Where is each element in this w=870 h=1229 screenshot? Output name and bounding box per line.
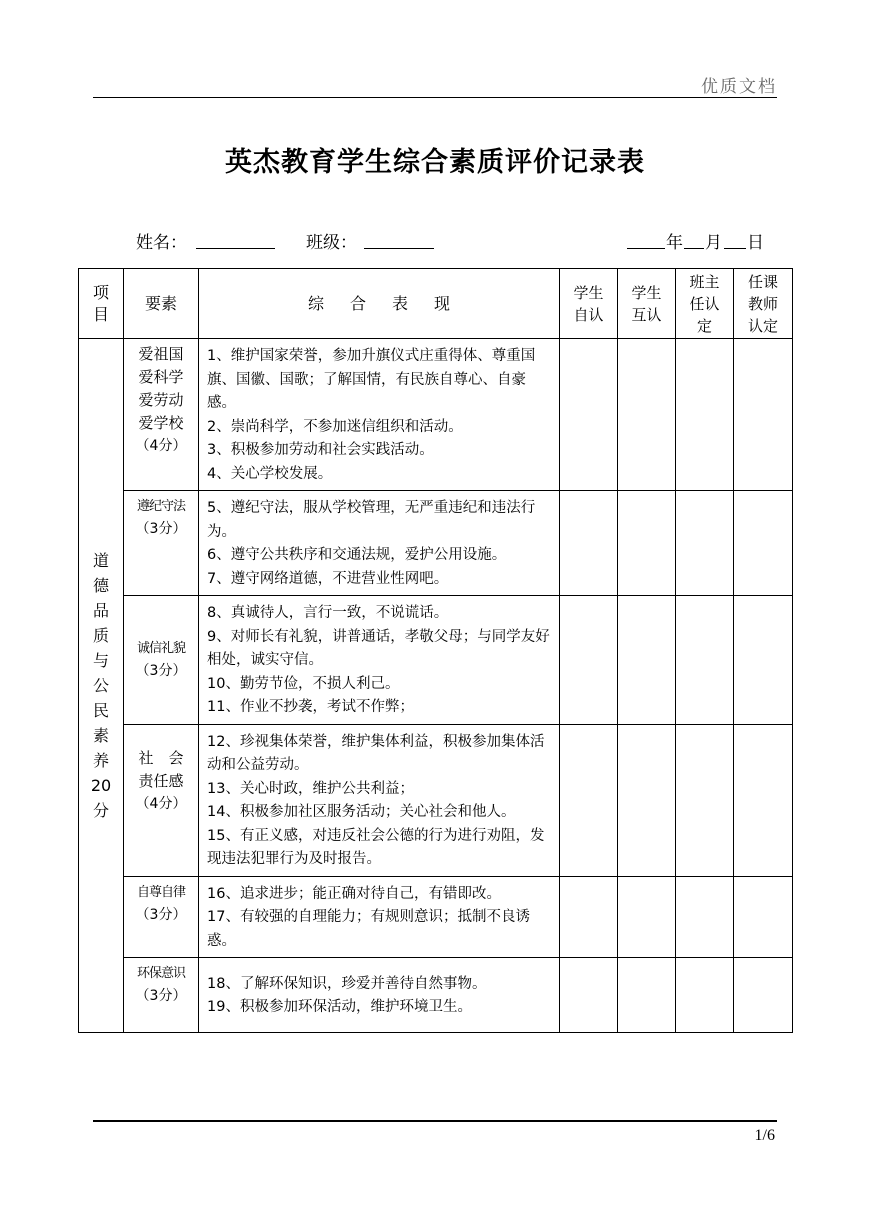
element-cell: 自尊自律 （3分）: [124, 876, 199, 958]
year-label: 年: [666, 233, 683, 253]
head-teacher-score-cell[interactable]: [676, 491, 734, 596]
peer-score-cell[interactable]: [618, 339, 676, 491]
peer-score-cell[interactable]: [618, 596, 676, 725]
self-score-cell[interactable]: [560, 724, 618, 876]
header-mark: 优质文档: [701, 77, 777, 97]
info-row: [0, 226, 870, 252]
self-score-cell[interactable]: [560, 876, 618, 958]
year-field[interactable]: [627, 248, 665, 249]
head-teacher-score-cell[interactable]: [676, 339, 734, 491]
performance-cell: 8、真诚待人，言行一致，不说谎话。 9、对师长有礼貌，讲普通话，孝敬父母；与同学友好相处，诚实守信。 10、勤劳节俭，不损人利己。 11、作业不抄袭，考试不作弊；: [199, 596, 560, 725]
element-cell: 爱祖国 爱科学 爱劳动 爱学校 （4分）: [124, 339, 199, 491]
name-label: 姓名：: [136, 233, 187, 253]
table-header-row: [79, 269, 793, 339]
table-row: [79, 339, 793, 491]
element-cell: 社 会 责任感 （4分）: [124, 724, 199, 876]
table-row: [79, 958, 793, 1033]
header-self-assessment: 学生 自认: [560, 269, 618, 339]
header-head-teacher: 班主 任认 定: [676, 269, 734, 339]
self-score-cell[interactable]: [560, 339, 618, 491]
month-field[interactable]: [684, 248, 704, 249]
page-title: 英杰教育学生综合素质评价记录表: [225, 147, 645, 178]
head-teacher-score-cell[interactable]: [676, 876, 734, 958]
element-cell: 遵纪守法 （3分）: [124, 491, 199, 596]
header-performance: 综合表现: [199, 269, 560, 339]
teacher-score-cell[interactable]: [734, 724, 793, 876]
evaluation-table: [78, 268, 793, 1033]
peer-score-cell[interactable]: [618, 958, 676, 1033]
header-project: 项 目: [79, 269, 124, 339]
performance-cell: 12、珍视集体荣誉，维护集体利益，积极参加集体活动和公益劳动。 13、关心时政，维护公共利益； 14、积极参加社区服务活动；关心社会和他人。 15、有正义感，对违反社会公德的行为进行劝阻，发现违法犯罪行为及时报告。: [199, 724, 560, 876]
self-score-cell[interactable]: [560, 958, 618, 1033]
element-cell: 诚信礼貌 （3分）: [124, 596, 199, 725]
page-number: 1/6: [754, 1127, 775, 1144]
class-label: 班级：: [306, 233, 357, 253]
day-label: 日: [747, 233, 764, 253]
name-field[interactable]: [196, 248, 275, 249]
peer-score-cell[interactable]: [618, 724, 676, 876]
header-rule: [93, 97, 777, 98]
teacher-score-cell[interactable]: [734, 958, 793, 1033]
header-element: 要素: [124, 269, 199, 339]
head-teacher-score-cell[interactable]: [676, 596, 734, 725]
header-subject-teacher: 任课 教师 认定: [734, 269, 793, 339]
peer-score-cell[interactable]: [618, 876, 676, 958]
header-peer-assessment: 学生 互认: [618, 269, 676, 339]
table-row: [79, 491, 793, 596]
class-field[interactable]: [364, 248, 434, 249]
teacher-score-cell[interactable]: [734, 596, 793, 725]
month-label: 月: [705, 233, 722, 253]
peer-score-cell[interactable]: [618, 491, 676, 596]
performance-cell: 18、了解环保知识，珍爱并善待自然事物。 19、积极参加环保活动，维护环境卫生。: [199, 958, 560, 1033]
category-cell: 道 德 品 质 与 公 民 素 养 20 分: [79, 339, 124, 1033]
self-score-cell[interactable]: [560, 491, 618, 596]
performance-cell: 16、追求进步；能正确对待自己，有错即改。 17、有较强的自理能力；有规则意识；抵制不良诱惑。: [199, 876, 560, 958]
table-row: [79, 876, 793, 958]
footer-rule: [93, 1120, 777, 1122]
head-teacher-score-cell[interactable]: [676, 958, 734, 1033]
teacher-score-cell[interactable]: [734, 339, 793, 491]
head-teacher-score-cell[interactable]: [676, 724, 734, 876]
day-field[interactable]: [724, 248, 746, 249]
table-row: [79, 724, 793, 876]
table-row: [79, 596, 793, 725]
performance-cell: 1、维护国家荣誉，参加升旗仪式庄重得体、尊重国旗、国徽、国歌；了解国情，有民族自尊心、自豪感。 2、崇尚科学，不参加迷信组织和活动。 3、积极参加劳动和社会实践活动。 4、关心学校发展。: [199, 339, 560, 491]
performance-cell: 5、遵纪守法，服从学校管理，无严重违纪和违法行为。 6、遵守公共秩序和交通法规，爱护公用设施。 7、遵守网络道德，不进营业性网吧。: [199, 491, 560, 596]
teacher-score-cell[interactable]: [734, 876, 793, 958]
teacher-score-cell[interactable]: [734, 491, 793, 596]
element-cell: 环保意识 （3分）: [124, 958, 199, 1033]
self-score-cell[interactable]: [560, 596, 618, 725]
